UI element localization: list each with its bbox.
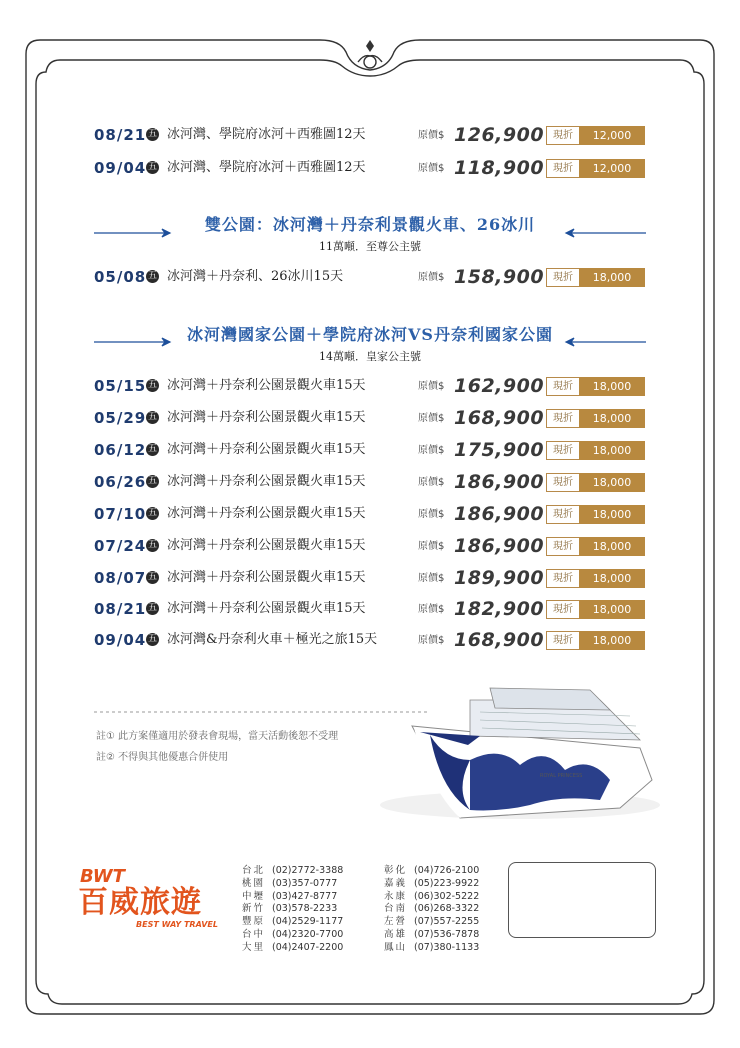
weekday-badge: 五 [147,162,157,172]
office-entry: 新竹 (03)578-2233 [242,903,338,915]
route-name: 冰河灣、學院府冰河＋西雅圖12天 [167,127,366,142]
office-entry: 高雄 (07)536-7878 [384,928,480,940]
original-price-label: 原價$ [418,163,445,174]
discount-value: 18,000 [579,409,645,428]
table-row [94,406,654,430]
table-row [94,374,654,398]
original-price-label: 原價$ [418,509,445,520]
discount-label: 現折 [546,473,580,492]
discount-label: 現折 [546,441,580,460]
route-name: 冰河灣、學院府冰河＋西雅圖12天 [167,160,366,175]
section-subtitle: 11萬噸．至尊公主號 [319,240,421,253]
price-value: 118,900 [454,157,545,179]
table-row [94,265,654,289]
departure-date: 05/29 [94,409,147,427]
office-list-right [384,862,479,952]
original-price-label: 原價$ [418,635,445,646]
discount-value: 18,000 [579,569,645,588]
departure-date: 08/07 [94,569,147,587]
original-price-label: 原價$ [418,445,445,456]
departure-date: 07/10 [94,505,147,523]
discount-label: 現折 [546,505,580,524]
route-name: 冰河灣＋丹奈利公園景觀火車15天 [167,378,366,393]
footnote: 註① 此方案僅適用於發表會現場，當天活動後恕不受理 [96,731,339,742]
discount-label: 現折 [546,569,580,588]
table-row [94,566,654,590]
route-name: 冰河灣＋丹奈利公園景觀火車15天 [167,570,366,585]
logo-name: 百威旅遊 [78,885,202,920]
original-price-label: 原價$ [418,130,445,141]
discount-label: 現折 [546,409,580,428]
discount-label: 現折 [546,600,580,619]
departure-date: 06/12 [94,441,147,459]
original-price-label: 原價$ [418,272,445,283]
office-entry: 彰化 (04)726-2100 [384,865,480,876]
table-row [94,470,654,494]
route-name: 冰河灣＋丹奈利公園景觀火車15天 [167,474,366,489]
weekday-badge: 五 [147,271,157,281]
office-entry: 桃園 (03)357-0777 [242,877,338,889]
logo-tagline: BEST WAY TRAVEL [136,920,218,929]
office-entry: 台中 (04)2320-7700 [242,928,344,940]
route-name: 冰河灣&丹奈利火車＋極光之旅15天 [167,632,378,647]
logo-abbr: BWT [80,866,125,887]
company-logo [78,868,228,929]
route-name: 冰河灣＋丹奈利公園景觀火車15天 [167,442,366,457]
price-value: 186,900 [454,471,545,493]
office-entry: 嘉義 (05)223-9922 [384,877,480,889]
weekday-badge: 五 [147,380,157,390]
discount-label: 現折 [546,631,580,650]
departure-date: 09/04 [94,631,147,649]
office-entry: 台北 (02)2772-3388 [242,865,344,876]
price-value: 186,900 [454,503,545,525]
weekday-badge: 五 [147,412,157,422]
original-price-label: 原價$ [418,413,445,424]
price-value: 186,900 [454,535,545,557]
price-value: 175,900 [454,439,545,461]
office-entry: 豐原 (04)2529-1177 [242,916,344,928]
office-entry: 永康 (06)302-5222 [384,890,480,902]
departure-date: 05/08 [94,268,147,286]
ship-name-label: ROYAL PRINCESS [540,773,583,779]
table-row [94,534,654,558]
discount-label: 現折 [546,537,580,556]
discount-label: 現折 [546,268,580,287]
route-name: 冰河灣＋丹奈利、26冰川15天 [167,269,344,284]
discount-value: 12,000 [579,126,645,145]
table-row [94,502,654,526]
departure-date: 06/26 [94,473,147,491]
discount-value: 12,000 [579,159,645,178]
original-price-label: 原價$ [418,604,445,615]
departure-date: 08/21 [94,600,147,618]
departure-date: 05/15 [94,377,147,395]
price-value: 182,900 [454,598,545,620]
discount-value: 18,000 [579,473,645,492]
office-list-left [242,862,343,952]
table-row [94,597,654,621]
discount-value: 18,000 [579,441,645,460]
weekday-badge: 五 [147,634,157,644]
original-price-label: 原價$ [418,573,445,584]
departure-date: 07/24 [94,537,147,555]
weekday-badge: 五 [147,476,157,486]
discount-value: 18,000 [579,600,645,619]
cruise-ship-illustration [380,688,660,819]
original-price-label: 原價$ [418,541,445,552]
agency-stamp-box [508,862,656,938]
original-price-label: 原價$ [418,381,445,392]
table-row [94,628,654,652]
route-name: 冰河灣＋丹奈利公園景觀火車15天 [167,410,366,425]
weekday-badge: 五 [147,508,157,518]
price-value: 162,900 [454,375,545,397]
route-name: 冰河灣＋丹奈利公園景觀火車15天 [167,601,366,616]
price-value: 168,900 [454,407,545,429]
table-row [94,123,654,147]
price-value: 168,900 [454,629,545,651]
original-price-label: 原價$ [418,477,445,488]
office-entry: 中壢 (03)427-8777 [242,890,338,902]
office-entry: 台南 (06)268-3322 [384,903,480,915]
discount-value: 18,000 [579,377,645,396]
price-value: 158,900 [454,266,545,288]
discount-value: 18,000 [579,505,645,524]
weekday-badge: 五 [147,572,157,582]
office-entry: 大里 (04)2407-2200 [242,941,344,953]
weekday-badge: 五 [147,603,157,613]
discount-value: 18,000 [579,537,645,556]
table-row [94,438,654,462]
route-name: 冰河灣＋丹奈利公園景觀火車15天 [167,506,366,521]
office-entry: 左營 (07)557-2255 [384,916,480,928]
office-entry: 鳳山 (07)380-1133 [384,941,480,953]
section-title: 雙公園：冰河灣＋丹奈利景觀火車、26冰川 [204,215,536,234]
departure-date: 09/04 [94,159,147,177]
price-value: 126,900 [454,124,545,146]
discount-label: 現折 [546,126,580,145]
price-value: 189,900 [454,567,545,589]
route-name: 冰河灣＋丹奈利公園景觀火車15天 [167,538,366,553]
discount-value: 18,000 [579,268,645,287]
weekday-badge: 五 [147,129,157,139]
discount-label: 現折 [546,377,580,396]
footnote: 註② 不得與其他優惠合併使用 [96,752,229,763]
weekday-badge: 五 [147,444,157,454]
weekday-badge: 五 [147,540,157,550]
section-subtitle: 14萬噸．皇家公主號 [319,350,421,363]
discount-label: 現折 [546,159,580,178]
discount-value: 18,000 [579,631,645,650]
departure-date: 08/21 [94,126,147,144]
section-title: 冰河灣國家公園＋學院府冰河VS丹奈利國家公園 [187,325,553,344]
table-row [94,156,654,180]
